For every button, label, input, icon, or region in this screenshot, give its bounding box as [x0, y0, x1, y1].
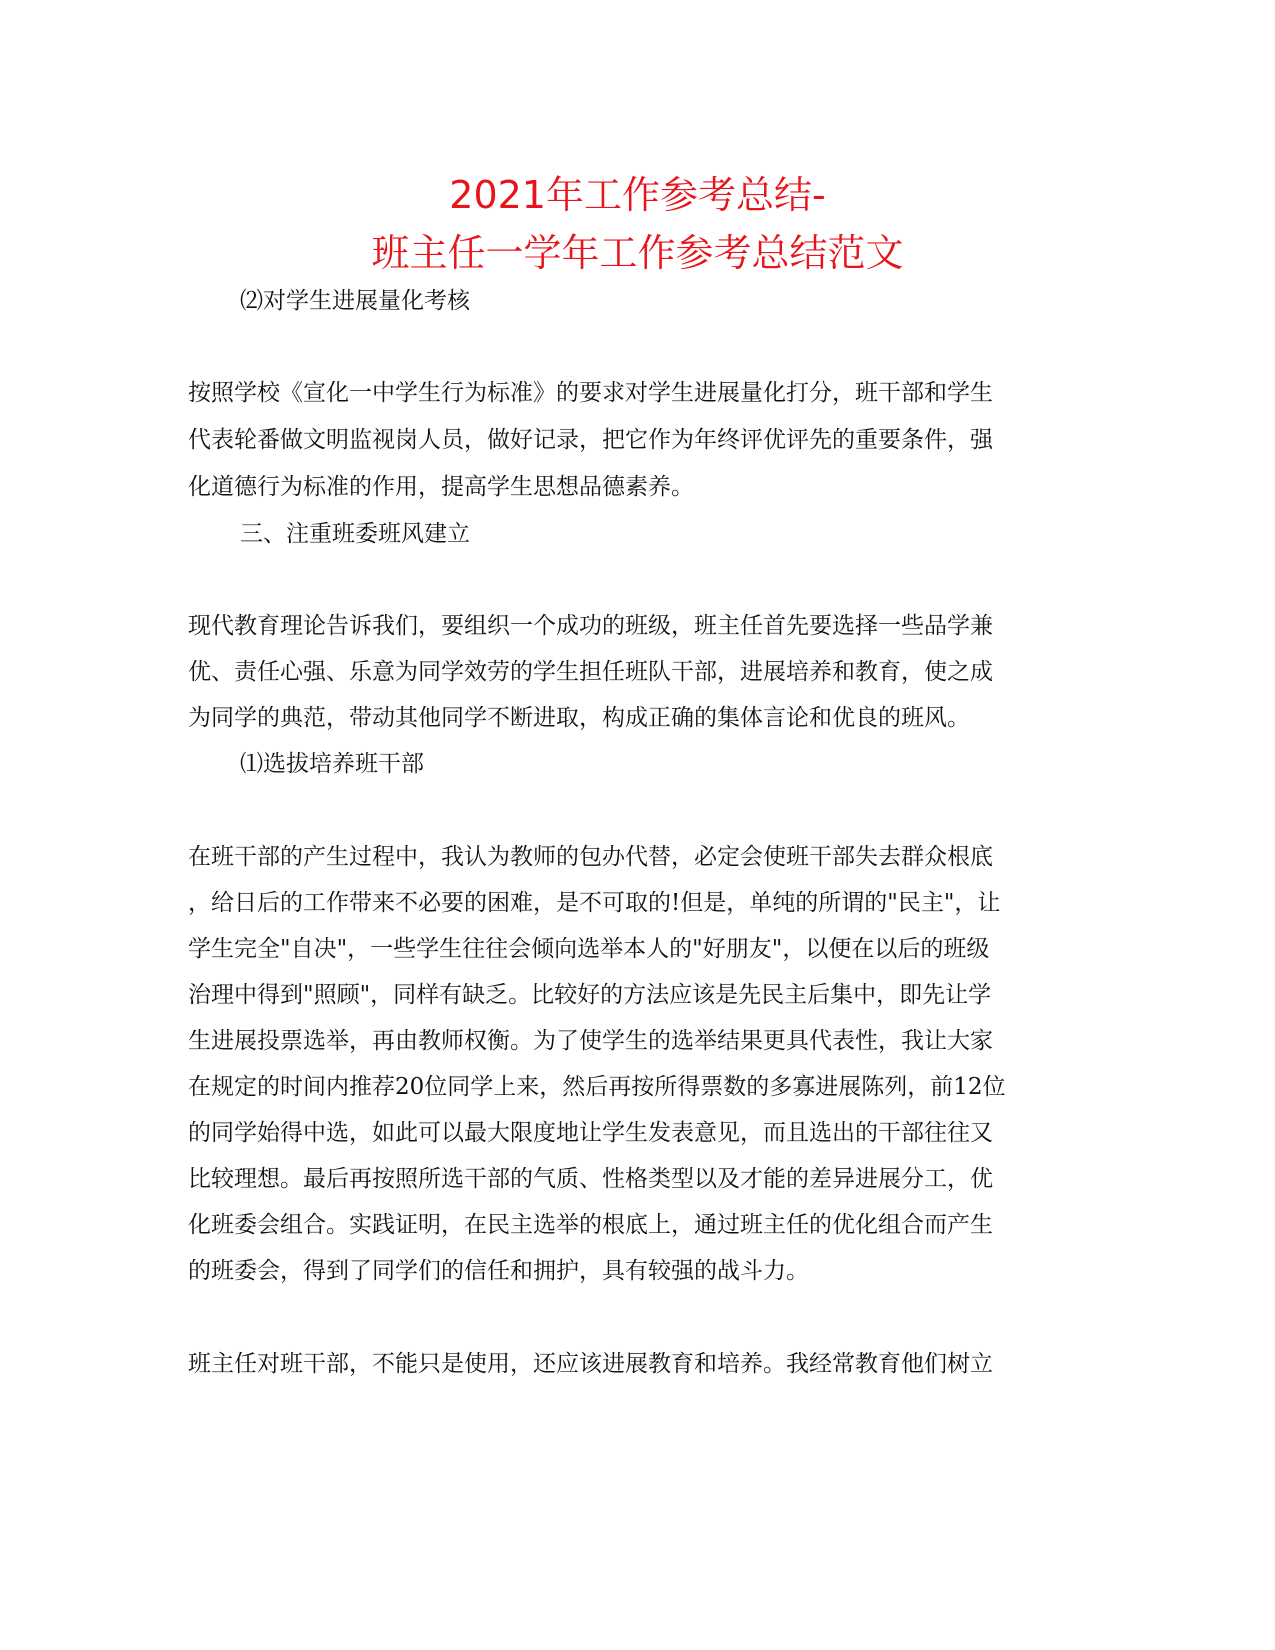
subheading-select-cadres: ⑴选拔培养班干部: [240, 751, 424, 777]
document-title-line-1: 2021年工作参考总结-: [449, 173, 826, 217]
paragraph-line: 为同学的典范，带动其他同学不断进取，构成正确的集体言论和优良的班风。: [188, 705, 970, 731]
paragraph-line: 的同学始得中选，如此可以最大限度地让学生发表意见，而且选出的干部往往又: [188, 1120, 993, 1146]
paragraph-line: 的班委会，得到了同学们的信任和拥护，具有较强的战斗力。: [188, 1258, 809, 1284]
subheading-quantitative-assessment: ⑵对学生进展量化考核: [240, 288, 470, 314]
paragraph-line: 化班委会组合。实践证明，在民主选举的根底上，通过班主任的优化组合而产生: [188, 1212, 993, 1238]
paragraph-line: 优、责任心强、乐意为同学效劳的学生担任班队干部，进展培养和教育，使之成: [188, 659, 993, 685]
paragraph-line: 比较理想。最后再按照所选干部的气质、性格类型以及才能的差异进展分工，优: [188, 1166, 993, 1192]
paragraph-line: 按照学校《宣化一中学生行为标准》的要求对学生进展量化打分，班干部和学生: [188, 380, 993, 406]
paragraph-line: 班主任对班干部，不能只是使用，还应该进展教育和培养。我经常教育他们树立: [188, 1351, 993, 1377]
paragraph-line: 现代教育理论告诉我们，要组织一个成功的班级，班主任首先要选择一些品学兼: [188, 613, 993, 639]
paragraph-line: 学生完全"自决"，一些学生往往会倾向选举本人的"好朋友"，以便在以后的班级: [188, 936, 990, 962]
paragraph-line: 化道德行为标准的作用，提高学生思想品德素养。: [188, 474, 694, 500]
paragraph-line: ，给日后的工作带来不必要的困难，是不可取的!但是，单纯的所谓的"民主"，让: [188, 890, 1001, 916]
paragraph-line: 生进展投票选举，再由教师权衡。为了使学生的选举结果更具代表性，我让大家: [188, 1028, 993, 1054]
paragraph-line: 代表轮番做文明监视岗人员，做好记录，把它作为年终评优评先的重要条件，强: [188, 427, 993, 453]
paragraph-line: 治理中得到"照顾"，同样有缺乏。比较好的方法应该是先民主后集中，即先让学: [188, 982, 992, 1008]
paragraph-line: 在班干部的产生过程中，我认为教师的包办代替，必定会使班干部失去群众根底: [188, 844, 993, 870]
document-title-line-2: 班主任一学年工作参考总结范文: [371, 231, 904, 275]
section-heading-class-committee: 三、注重班委班风建立: [240, 521, 470, 547]
paragraph-line: 在规定的时间内推荐20位同学上来，然后再按所得票数的多寡进展陈列，前12位: [188, 1074, 1006, 1100]
